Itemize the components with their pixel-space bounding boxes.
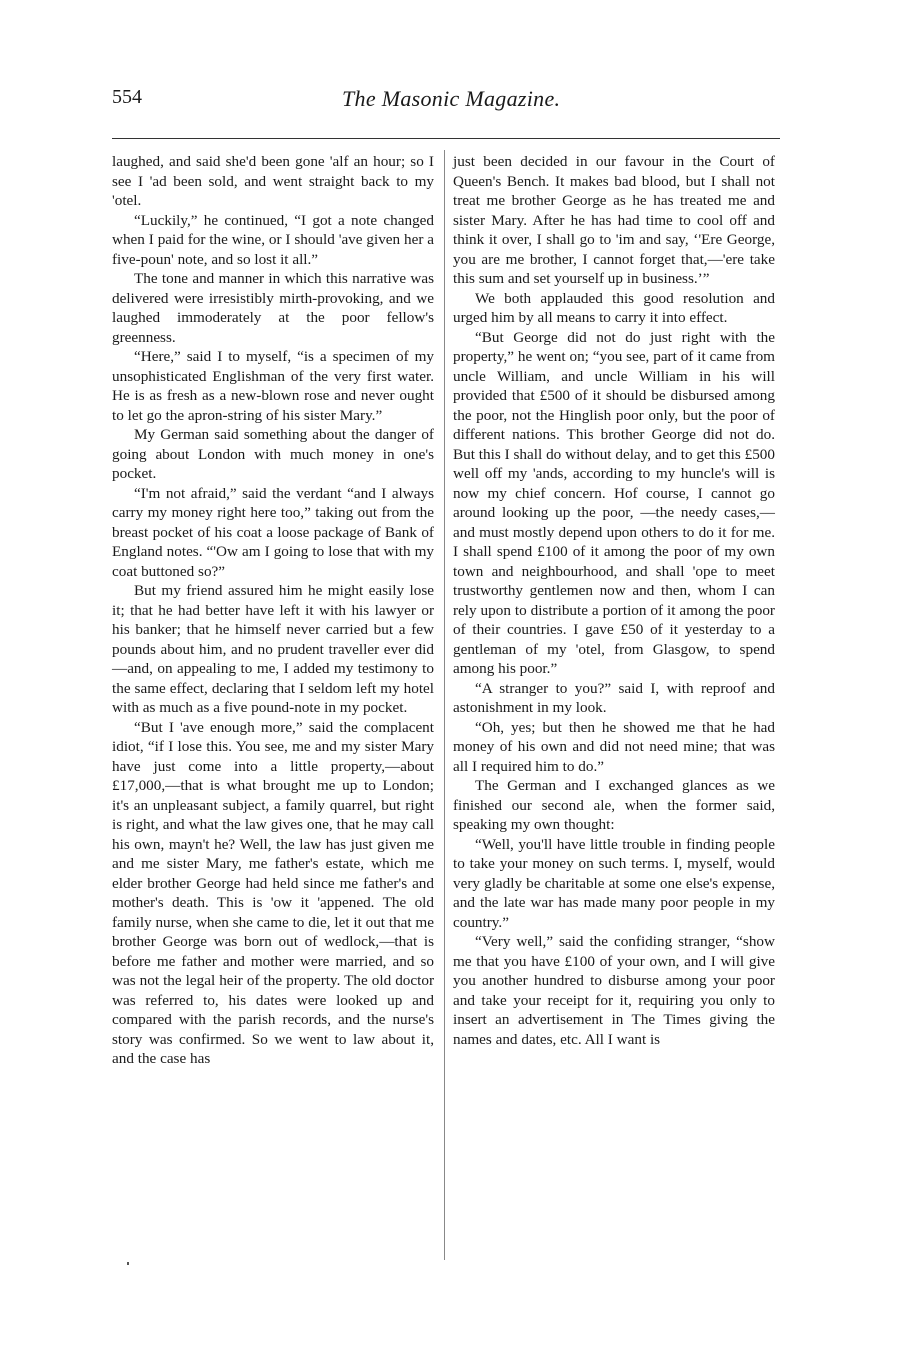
paragraph: “Here,” said I to myself, “is a specimen of my unsophisticated Englishman of the very first water. He is as fresh as a new-blown rose and never ought to let go the apron-string of his sister Mary.” [112,348,434,424]
paragraph: My German said something about the danger of going about London with much money in one's pocket. [112,426,434,482]
column-divider [444,150,445,1260]
paragraph: The tone and manner in which this narrative was delivered were irresistibly mirth-provoking, and we laughed immoderately at the poor fellow's greenness. [112,270,434,346]
page-number: 554 [112,86,142,108]
paragraph: “Oh, yes; but then he showed me that he had money of his own and did not need mine; that was all I required him to do.” [453,718,775,775]
page-header [112,86,780,122]
paragraph: just been decided in our favour in the Court of Queen's Bench. It makes bad blood, but I shall not treat me brother George as he has treated me and sister Mary. After he has had time to cool off and think it over, I shall go to 'im and say, ‘'Ere George, you are me brother, I cannot forget that,—'ere take this sum and set yourself up in business.’” [453,153,775,287]
paragraph: “Luckily,” he continued, “I got a note changed when I paid for the wine, or I should 'ave given her a five-poun' note, and so lost it all.” [112,211,434,268]
paragraph: “Well, you'll have little trouble in finding people to take your money on such terms. I, myself, would very gladly be charitable at some one else's expense, and the late war has made many poor people in my country.” [453,835,775,931]
paragraph: “Very well,” said the confiding stranger, “show me that you have £100 of your own, and I will give you another hundred to disburse among your poor and take your receipt for it, requiring you only to insert an advertisement in The Times giving the names and dates, etc. All I want is [453,933,775,1048]
right-column [453,152,775,1049]
paragraph: “I'm not afraid,” said the verdant “and I always carry my money right here too,” taking out from the breast pocket of his coat a loose package of Bank of England notes. “'Ow am I going to lose that with my coat buttoned so?” [112,484,434,580]
paragraph: We both applauded this good resolution and urged him by all means to carry it into effect. [453,289,775,326]
ink-speck [127,1262,129,1265]
paragraph: “But I 'ave enough more,” said the complacent idiot, “if I lose this. You see, me and my sister Mary have just come into a little property,—about £17,000,—that is what brought me up to London; it's an unpleasant subject, a family quarrel, but right is right, and what the law gives one, that he may call his own, mayn't he? Well, the law has just given me and me sister Mary, me father's estate, which me elder brother George had held since me father's and mother's death. This is 'ow it 'appened. The old family nurse, when she came to die, let it out that me brother George was born out of wedlock,—that is before me father and mother were married, and so was not the legal heir of the property. The old doctor was referred to, his dates were looked up and compared with the parish records, and the nurse's story was confirmed. So we went to law about it, and the case has [112,718,434,1067]
paragraph: “A stranger to you?” said I, with reproof and astonishment in my look. [453,679,775,716]
header-rule [112,138,780,139]
paragraph: But my friend assured him he might easily lose it; that he had better have left it with his lawyer or his banker; that he himself never carried but a few pounds about him, and no prudent traveller ever did—and, on appealing to me, I added my testimony to the same effect, declaring that I seldom left my hotel with as much as a five pound-note in my pocket. [112,582,434,716]
left-column [112,152,434,1069]
paragraph: laughed, and said she'd been gone 'alf an hour; so I see I 'ad been sold, and went straight back to my 'otel. [112,153,434,209]
paragraph: “But George did not do just right with the property,” he went on; “you see, part of it came from uncle William, and uncle William in his will provided that £500 of it should be disbursed among the poor, not the Hinglish poor only, but the poor of different nations. This brother George did not do. But this I shall do without delay, and to get this £500 well off my 'ands, according to my huncle's will is now my chief concern. Hof course, I cannot go around looking up the poor, —the needy cases,—and must mostly depend upon others to do it for me. I shall spend £100 of it among the poor of my own town and neighbourhood, and shall 'ope to meet trustworthy gentlemen now and then, whom I can rely upon to distribute a portion of it among the poor of their countries. I gave £50 of it yesterday to a gentleman of my 'otel, from Glasgow, to spend among his poor.” [453,328,775,677]
running-title: The Masonic Magazine. [342,86,561,111]
paragraph: The German and I exchanged glances as we finished our second ale, when the former said, speaking my own thought: [453,777,775,833]
